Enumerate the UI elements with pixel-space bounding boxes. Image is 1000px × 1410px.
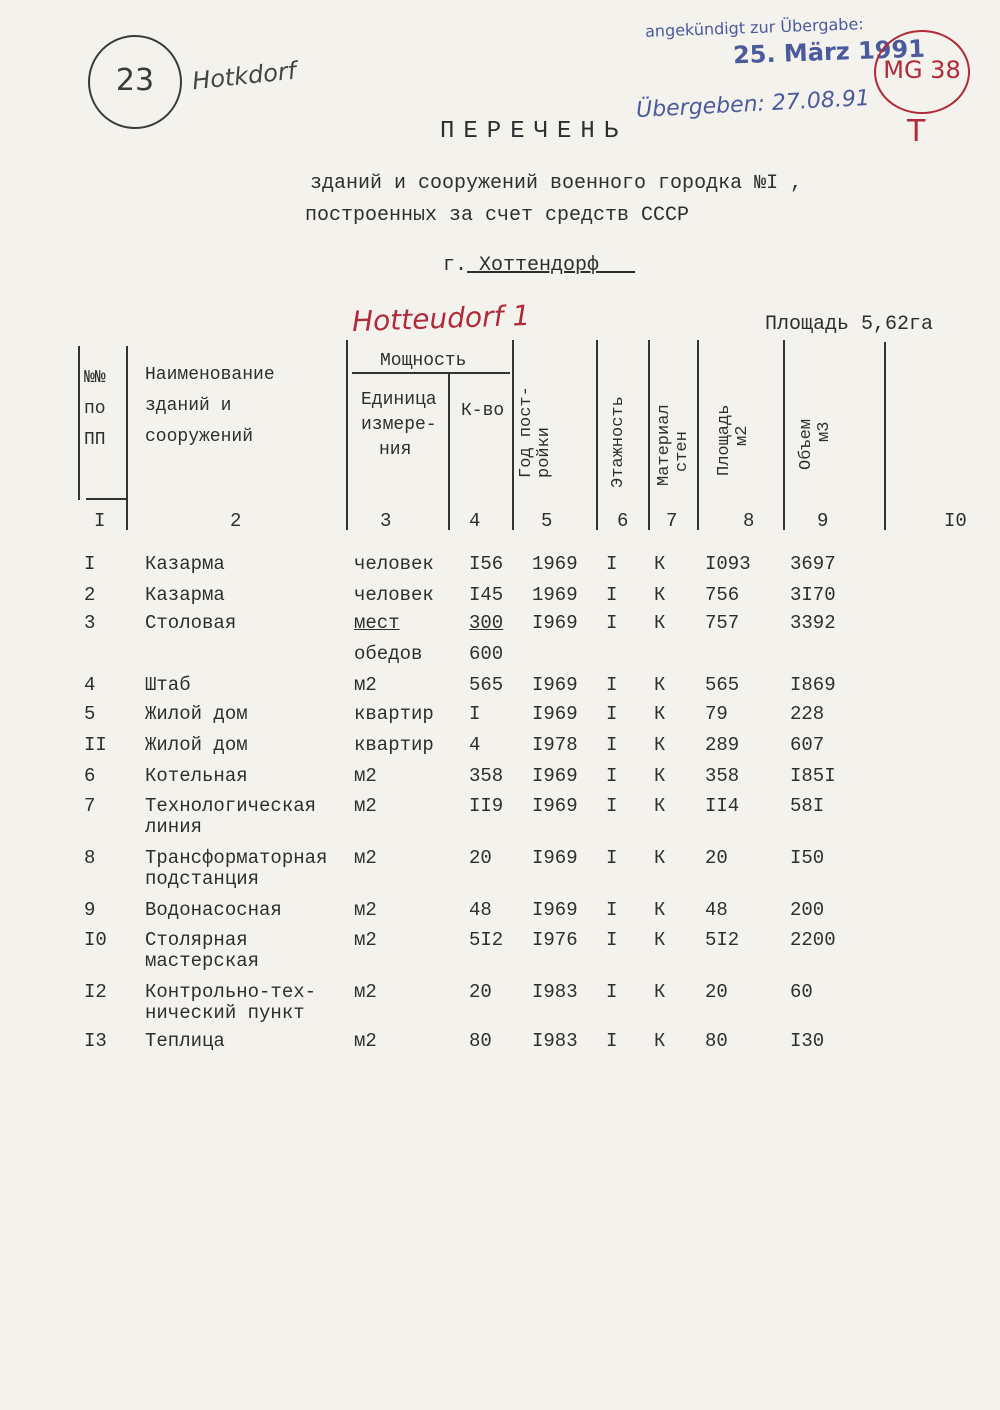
cell-floors: I bbox=[606, 929, 618, 951]
circled-number-text: 23 bbox=[115, 63, 155, 98]
column-number: 3 bbox=[380, 510, 392, 532]
cell-volume: 58I bbox=[790, 795, 825, 817]
cell-unit: м2 bbox=[354, 1030, 377, 1052]
cell-year: I969 bbox=[532, 674, 578, 696]
cell-unit: человек bbox=[354, 553, 434, 575]
cell-area: 756 bbox=[705, 584, 740, 606]
cell-qty: 48 bbox=[469, 899, 492, 921]
cell-num: 6 bbox=[84, 765, 96, 787]
cell-floors: I bbox=[606, 847, 618, 869]
cell-material: К bbox=[654, 929, 666, 951]
header-year: Год пост- ройки bbox=[517, 386, 554, 478]
city-prefix: г. bbox=[443, 254, 468, 277]
cell-name: Казарма bbox=[145, 553, 225, 575]
cell-floors: I bbox=[606, 981, 618, 1003]
cell-unit: м2 bbox=[354, 981, 377, 1003]
cell-material: К bbox=[654, 612, 666, 634]
column-number: I bbox=[94, 510, 106, 532]
cell-num: 4 bbox=[84, 674, 96, 696]
cell-year: I969 bbox=[532, 765, 578, 787]
table-row bbox=[0, 929, 1000, 989]
cell-material: К bbox=[654, 899, 666, 921]
cell-floors: I bbox=[606, 1030, 618, 1052]
cell-area: 48 bbox=[705, 899, 728, 921]
cell-floors: I bbox=[606, 612, 618, 634]
cell-year: I969 bbox=[532, 795, 578, 817]
cell-year: I978 bbox=[532, 734, 578, 756]
column-number: 6 bbox=[617, 510, 629, 532]
header-material: Материал стен bbox=[655, 404, 692, 486]
cell-year: 1969 bbox=[532, 584, 578, 606]
table-row bbox=[0, 847, 1000, 907]
cell-qty: 300 bbox=[469, 612, 504, 634]
cell-year: I969 bbox=[532, 703, 578, 725]
cell-area: 20 bbox=[705, 847, 728, 869]
cell-unit: мест bbox=[354, 612, 400, 634]
cell-volume: I869 bbox=[790, 674, 836, 696]
table-row bbox=[0, 612, 1000, 668]
cell-area: I093 bbox=[705, 553, 751, 575]
cell-area: II4 bbox=[705, 795, 740, 817]
cell-material: К bbox=[654, 674, 666, 696]
cell-name: Котельная bbox=[145, 765, 248, 787]
header-num: №№ по ПП bbox=[84, 368, 106, 450]
cell-qty: 358 bbox=[469, 765, 504, 787]
table-row bbox=[0, 1030, 1000, 1090]
header-area: Площадь м2 bbox=[715, 404, 752, 476]
cell-volume: 3697 bbox=[790, 553, 836, 575]
cell-qty: I45 bbox=[469, 584, 504, 606]
cell-name: Водонасосная bbox=[145, 899, 282, 921]
cell-volume: 60 bbox=[790, 981, 813, 1003]
cell-qty: 565 bbox=[469, 674, 504, 696]
cell-qty: I56 bbox=[469, 553, 504, 575]
cell-qty: 20 bbox=[469, 981, 492, 1003]
cell-name: Столовая bbox=[145, 612, 237, 634]
cell-material: К bbox=[654, 981, 666, 1003]
header-name: Наименование зданий и сооружений bbox=[145, 365, 275, 447]
cell-floors: I bbox=[606, 765, 618, 787]
cell-volume: I50 bbox=[790, 847, 825, 869]
mg-reference-mark bbox=[874, 30, 970, 114]
cell-material: К bbox=[654, 795, 666, 817]
document-subtitle-line1: зданий и сооружений военного городка №I , bbox=[310, 172, 803, 195]
circled-number bbox=[88, 35, 182, 129]
cell-material: К bbox=[654, 703, 666, 725]
cell-area: 79 bbox=[705, 703, 728, 725]
cell-qty: 4 bbox=[469, 734, 481, 756]
cell-qty: 5I2 bbox=[469, 929, 504, 951]
handwritten-red-note: Hotteudorf 1 bbox=[351, 298, 531, 339]
column-number: 8 bbox=[743, 510, 755, 532]
cell-material: К bbox=[654, 1030, 666, 1052]
column-number: I0 bbox=[944, 510, 967, 532]
document-subtitle-line2: построенных за счет средств СССР bbox=[305, 204, 690, 227]
cell-name: Жилой дом bbox=[145, 703, 248, 725]
cell-volume: 228 bbox=[790, 703, 825, 725]
cell-unit: м2 bbox=[354, 795, 377, 817]
header-capacity: Мощность bbox=[380, 351, 467, 371]
cell-area: 565 bbox=[705, 674, 740, 696]
table-row bbox=[0, 795, 1000, 855]
cell-year: 1969 bbox=[532, 553, 578, 575]
cell-num: 7 bbox=[84, 795, 96, 817]
cell-year: I983 bbox=[532, 981, 578, 1003]
cell-unit: квартир bbox=[354, 734, 434, 756]
cell-name-2: мастерская bbox=[145, 950, 260, 972]
cell-area: 757 bbox=[705, 612, 740, 634]
cell-material: К bbox=[654, 553, 666, 575]
cell-volume: 3392 bbox=[790, 612, 836, 634]
cell-unit: м2 bbox=[354, 674, 377, 696]
document-area: Площадь 5,62га bbox=[765, 313, 934, 336]
cell-name: Штаб bbox=[145, 674, 191, 696]
cell-qty: II9 bbox=[469, 795, 504, 817]
cell-volume: 607 bbox=[790, 734, 825, 756]
cell-num: 3 bbox=[84, 612, 96, 634]
cell-num: 5 bbox=[84, 703, 96, 725]
cell-unit: человек bbox=[354, 584, 434, 606]
cell-unit-2: обедов bbox=[354, 643, 423, 665]
cell-name: Жилой дом bbox=[145, 734, 248, 756]
cell-name: Контрольно-тех- bbox=[145, 981, 317, 1003]
cell-unit: м2 bbox=[354, 899, 377, 921]
cell-floors: I bbox=[606, 584, 618, 606]
cell-qty: 80 bbox=[469, 1030, 492, 1052]
cell-name: Трансформаторная bbox=[145, 847, 328, 869]
mg-reference-sub: T bbox=[907, 114, 926, 149]
cell-area: 358 bbox=[705, 765, 740, 787]
city-name: Хоттендорф bbox=[479, 254, 600, 277]
cell-year: I983 bbox=[532, 1030, 578, 1052]
cell-num: 2 bbox=[84, 584, 96, 606]
header-unit: Единица измере- ния bbox=[361, 390, 437, 460]
column-number: 5 bbox=[541, 510, 553, 532]
cell-num: II bbox=[84, 734, 107, 756]
cell-name: Казарма bbox=[145, 584, 225, 606]
cell-unit: м2 bbox=[354, 847, 377, 869]
document-city bbox=[443, 254, 635, 277]
cell-floors: I bbox=[606, 899, 618, 921]
cell-num: I0 bbox=[84, 929, 107, 951]
cell-num: 8 bbox=[84, 847, 96, 869]
cell-num: I3 bbox=[84, 1030, 107, 1052]
column-number: 4 bbox=[469, 510, 481, 532]
cell-floors: I bbox=[606, 734, 618, 756]
receipt-stamp-label: angekündigt zur Übergabe: bbox=[644, 14, 864, 41]
cell-unit: м2 bbox=[354, 765, 377, 787]
cell-unit: м2 bbox=[354, 929, 377, 951]
cell-name-2: подстанция bbox=[145, 868, 260, 890]
cell-qty: I bbox=[469, 703, 481, 725]
column-number: 7 bbox=[666, 510, 678, 532]
cell-qty-2: 600 bbox=[469, 643, 504, 665]
cell-name: Столярная bbox=[145, 929, 248, 951]
cell-volume: 3I70 bbox=[790, 584, 836, 606]
cell-floors: I bbox=[606, 795, 618, 817]
document-title: ПЕРЕЧЕНЬ bbox=[440, 118, 628, 145]
cell-num: I2 bbox=[84, 981, 107, 1003]
cell-qty: 20 bbox=[469, 847, 492, 869]
cell-unit: квартир bbox=[354, 703, 434, 725]
cell-material: К bbox=[654, 847, 666, 869]
header-volume: Объем м3 bbox=[797, 418, 834, 470]
cell-num: 9 bbox=[84, 899, 96, 921]
cell-material: К bbox=[654, 584, 666, 606]
cell-name-2: линия bbox=[145, 816, 203, 838]
cell-floors: I bbox=[606, 674, 618, 696]
header-qty: К-во bbox=[461, 401, 505, 421]
handwritten-transfer-date: Übergeben: 27.08.91 bbox=[635, 85, 871, 124]
cell-year: I976 bbox=[532, 929, 578, 951]
column-number: 9 bbox=[817, 510, 829, 532]
cell-volume: 200 bbox=[790, 899, 825, 921]
receipt-stamp-date: 25. März 1991 bbox=[732, 34, 926, 70]
cell-year: I969 bbox=[532, 899, 578, 921]
cell-volume: 2200 bbox=[790, 929, 836, 951]
cell-year: I969 bbox=[532, 847, 578, 869]
cell-name-2: нический пункт bbox=[145, 1002, 305, 1024]
cell-name: Технологическая bbox=[145, 795, 317, 817]
cell-floors: I bbox=[606, 703, 618, 725]
column-number: 2 bbox=[230, 510, 242, 532]
cell-material: К bbox=[654, 734, 666, 756]
cell-floors: I bbox=[606, 553, 618, 575]
mg-reference-text: MG 38 bbox=[883, 56, 961, 84]
cell-volume: I30 bbox=[790, 1030, 825, 1052]
cell-area: 5I2 bbox=[705, 929, 740, 951]
cell-area: 20 bbox=[705, 981, 728, 1003]
header-floors: Этажность bbox=[609, 396, 628, 488]
cell-num: I bbox=[84, 553, 96, 575]
cell-name: Теплица bbox=[145, 1030, 225, 1052]
cell-year: I969 bbox=[532, 612, 578, 634]
cell-material: К bbox=[654, 765, 666, 787]
handwritten-place-note: Hotkdorf bbox=[190, 56, 298, 96]
cell-volume: I85I bbox=[790, 765, 836, 787]
cell-area: 289 bbox=[705, 734, 740, 756]
cell-area: 80 bbox=[705, 1030, 728, 1052]
